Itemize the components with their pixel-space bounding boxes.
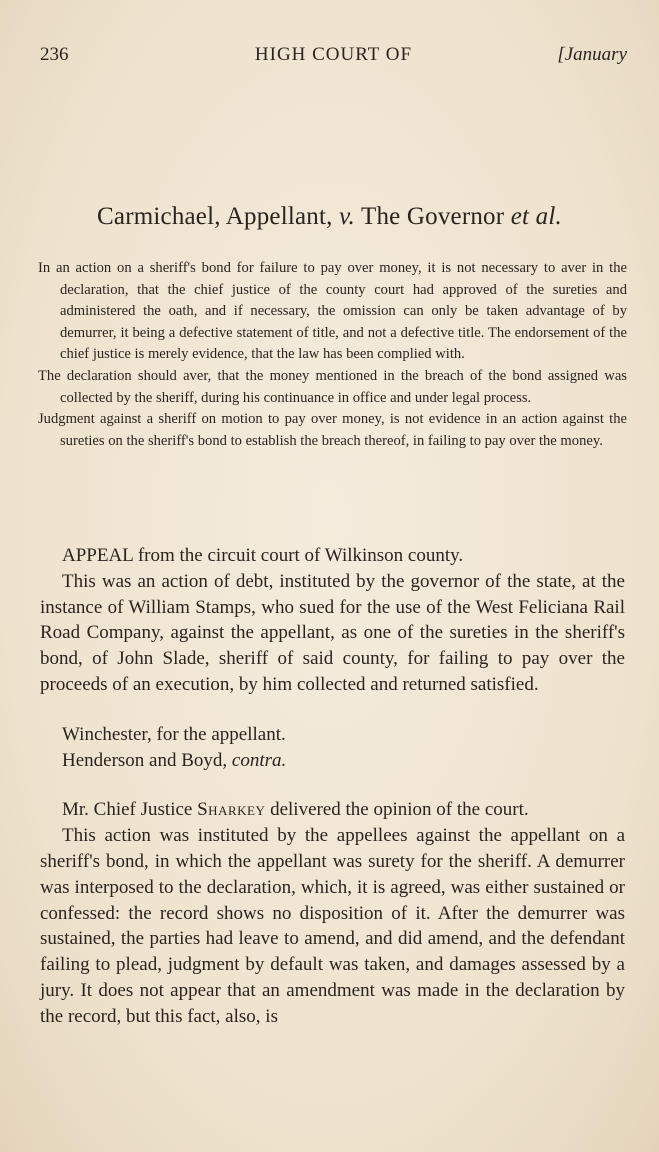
- opinion-intro: [40, 797, 625, 823]
- opinion-body: [40, 543, 625, 1030]
- opinion-judge: Sharkey: [197, 799, 266, 821]
- page-number: 236: [40, 44, 69, 65]
- opinion-intro-post: delivered the opinion of the court.: [265, 799, 529, 821]
- case-title-versus: v.: [339, 203, 355, 230]
- case-title: [0, 203, 659, 231]
- spacer: [40, 773, 625, 797]
- opinion-intro-pre: Mr. Chief Justice: [62, 799, 198, 821]
- spacer: [40, 698, 625, 722]
- case-title-part2: The Governor: [354, 203, 511, 230]
- headnote-2: The declaration should aver, that the money mentioned in the breach of the bond assigned was collected by the sheriff, during his continuance in office and under legal process.: [38, 367, 627, 406]
- headnote-3: Judgment against a sheriff on motion to pay over money, is not evidence in an action against the sureties on the sheriff's bond to establish the breach thereof, in failing to pay over the money.: [38, 411, 627, 449]
- case-statement: This was an action of debt, instituted by the governor of the state, at the instance of William Stamps, who sued for the use of the West Feliciana Rail Road Company, against the appellant, as one of the sureties in the sheriff's bond, of John Slade, sheriff of said county, for failing to pay over the proceeds of an execution, by him collected and returned satisfied.: [40, 570, 625, 695]
- running-month: [January: [557, 44, 627, 65]
- headnote-1: In an action on a sheriff's bond for failure to pay over money, it is not necessary to aver in the declaration, that the chief justice of the county court had approved of the sureties and administered the oath, and if necessary, the omission can only be taken advantage of by demurrer, it being a defective statement of title, and not a defective title. The endorsement of the chief justice is merely evidence, that the law has been complied with.: [38, 260, 627, 363]
- counsel-appellant: Winchester, for the appellant.: [62, 723, 286, 745]
- running-header: [40, 44, 627, 74]
- counsel-appellee: [40, 748, 625, 774]
- headnotes: [38, 258, 627, 452]
- counsel-appellee-names: Henderson and Boyd,: [62, 749, 232, 771]
- appeal-line: APPEAL from the circuit court of Wilkinson county.: [62, 545, 464, 566]
- case-title-part1: Carmichael, Appellant,: [97, 203, 340, 230]
- opinion-text: This action was instituted by the appellees against the appellant on a sheriff's bond, in which the appellant was surety for the sheriff. A demurrer was interposed to the declaration, which, it is agreed, was either sustained or confessed: the record shows no disposition of it. After the demurrer was sustained, the parties had leave to amend, and did amend, and the defendant failing to plead, judgment by default was taken, and damages assessed by a jury. It does not appear that an amendment was made in the declaration by the record, but this fact, also, is: [40, 825, 625, 1027]
- counsel-appellee-contra: contra.: [231, 749, 287, 771]
- case-title-et-al: et al.: [510, 203, 562, 230]
- running-title: HIGH COURT OF: [254, 44, 413, 65]
